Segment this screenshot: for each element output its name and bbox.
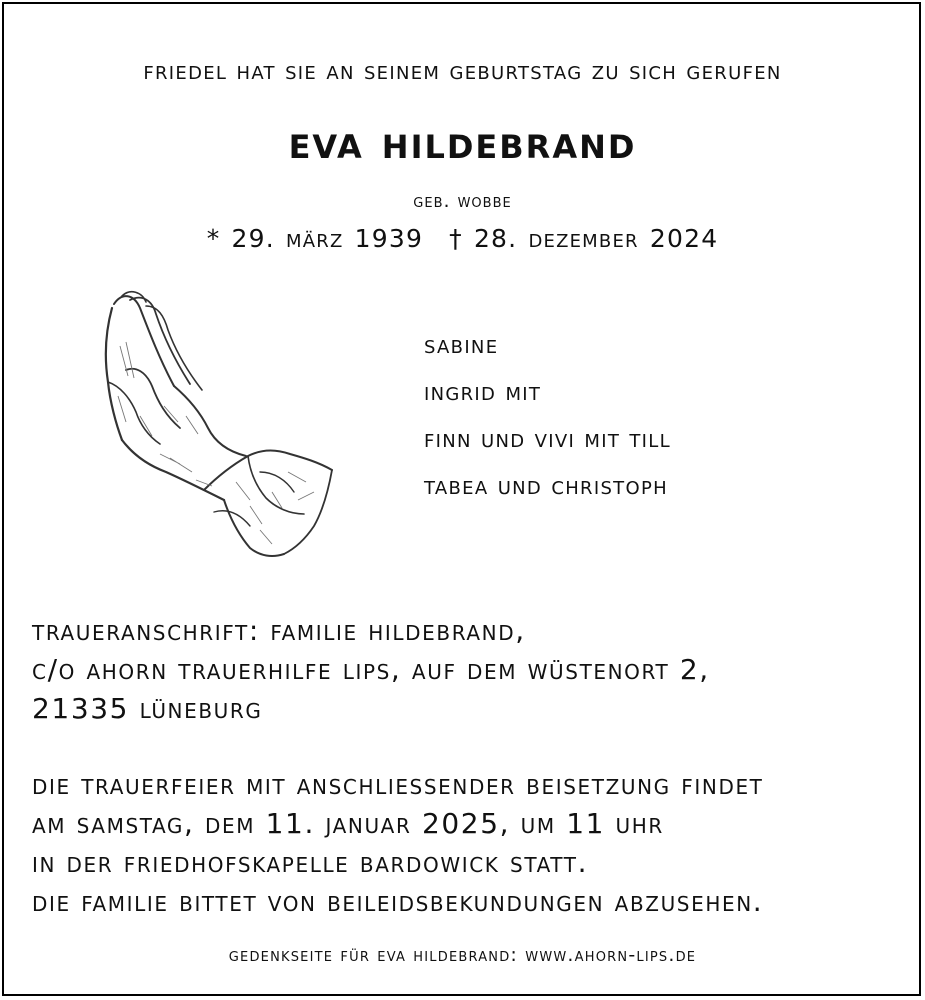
survivor-name: sabine: [424, 330, 499, 359]
ceremony-line: am samstag, dem 11. januar 2025, um 11 uhr: [32, 807, 664, 840]
ceremony-line: in der friedhofskapelle bardowick statt.: [32, 846, 589, 879]
address-line: 21335 lüneburg: [32, 692, 263, 725]
deceased-name: eva hildebrand: [288, 115, 637, 169]
ceremony-line: die trauerfeier mit anschliessender beisetzung findet: [32, 768, 764, 801]
survivor-name: tabea und christoph: [424, 471, 668, 500]
survivor-name: finn und vivi mit till: [424, 424, 671, 453]
mourning-address: [32, 611, 710, 728]
maiden-name: geb. wobbe: [413, 190, 512, 212]
ceremony-details: [32, 765, 764, 921]
memorial-page-link[interactable]: gedenkseite für eva hildebrand: www.ahorn-lips.de: [228, 944, 697, 966]
address-line: traueranschrift: familie hildebrand,: [32, 614, 526, 647]
survivor-name: ingrid mit: [424, 377, 542, 406]
intro-line: friedel hat sie an seinem geburtstag zu sich gerufen: [143, 56, 782, 85]
survivors-list: [424, 330, 671, 518]
ceremony-line: die familie bittet von beileidsbekundungen abzusehen.: [32, 885, 764, 918]
life-dates: [0, 224, 925, 253]
praying-hands-icon: [100, 286, 336, 562]
address-line: c/o ahorn trauerhilfe lips, auf dem wüstenort 2,: [32, 653, 710, 686]
death-date: † 28. dezember 2024: [449, 224, 719, 253]
birth-date: * 29. märz 1939: [206, 224, 424, 253]
